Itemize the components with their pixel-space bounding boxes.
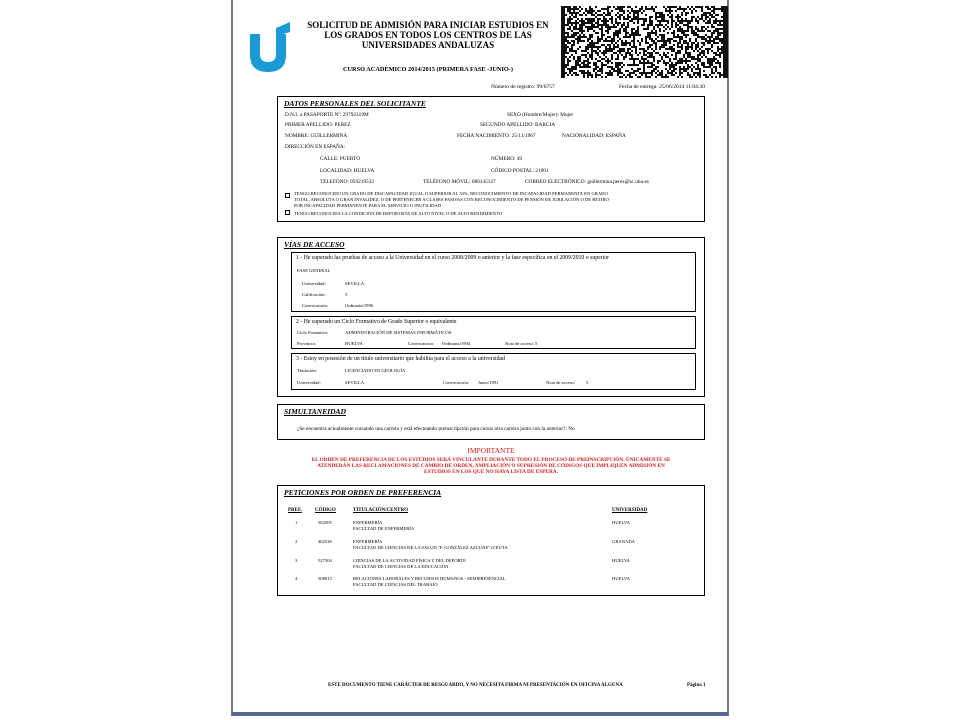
v1-univ-value: SEVILLA [345,281,365,286]
answer-value: No [568,426,575,432]
deportista-label: TENGO RECONOCIDA LA CONDICIÓN DE DEPORTISTA DE ALTO NIVEL O DE ALTO RENDIMIENTO [294,211,503,216]
pref-cell: 1 [295,520,298,525]
apellido2-field: SEGUNDO APELLIDO: BARCIA [480,122,556,128]
v1-conv-value: Ordinaria/1996 [345,303,374,308]
v2-ciclo-label: Ciclo Formativo: [297,330,329,335]
codigo-cell: 527504 [318,558,332,563]
dni-field: D.N.I. o PASAPORTE Nº: 29792319M [285,112,369,118]
section-title: VÍAS DE ACCESO [284,240,345,249]
section-title: PETICIONES POR ORDEN DE PREFERENCIA [284,488,442,497]
v2-conv-value: Ordinaria/1994 [442,341,471,346]
page-number: Página 1 [687,683,706,688]
v3-univ-value: SEVILLA [345,380,365,385]
discapacidad-line3: POR INCAPACIDAD PERMANENTE PARA EL SERVICIO O INUTILIDAD [294,203,442,208]
v3-tit-label: Titulación: [297,368,317,373]
via-2-heading: 2 - He superado un Ciclo Formativo de Grado Superior o equivalente [296,319,457,325]
registro-number: Número de registro: 99/6757 [491,84,555,90]
calle-field: CALLE: PUERTO [320,156,361,162]
fase-general-label: FASE GENERAL [297,268,331,273]
col-pref-header: PREF. [288,508,302,513]
discapacidad-line2: TOTAL, ABSOLUTA O GRAN INVALIDEZ, O DE PERTENECER A CLASES PASIVAS CON RECONOCIMIENTO DE PENSIÓN DE JUBILACIÓN O DE RETIRO [294,197,609,202]
v2-ciclo-value: ADMINISTRACIÓN DE SISTEMAS INFORMÁTICOS [345,330,452,335]
v3-conv-value: Junio/1991 [478,380,499,385]
university-logo-icon [246,22,296,72]
v2-prov-label: Provincia: [297,341,316,346]
titulacion-cell: RELACIONES LABORALES Y RECURSOS HUMANOS - SEMIPRESENCIAL [353,576,506,581]
section-title: DATOS PERSONALES DEL SOLICITANTE [284,99,426,108]
v2-nota-label: Nota de acceso: [505,341,535,346]
important-line3: ESTUDIOS EN LOS QUE NO HAYA LISTA DE ESPERA. [424,469,558,475]
universidad-cell: GRANADA [612,539,635,544]
v2-conv-label: Convocatoria: [408,341,435,346]
footer-text: ESTE DOCUMENTO TIENE CARÁCTER DE RESGUARDO, Y NO NECESITA FIRMA NI PRESENTACIÓN EN OFICINA ALGUNA [328,683,623,688]
v3-tit-value: LICENCIADO EN GEOLOGÍA [345,368,406,373]
v1-calif-label: Calificación: [302,292,326,297]
fecha-nacimiento-field: FECHA NACIMIENTO: 25/11/1967 [457,133,536,139]
simultaneidad-question [297,426,575,432]
section-title: SIMULTANEIDAD [284,407,346,416]
v3-univ-label: Universidad: [297,380,321,385]
universidad-cell: HUELVA [612,558,630,563]
codigo-cell: 502505 [318,520,332,525]
correo-field: CORREO ELECTRÓNICO: guillermina.perez@sc.uhu.es [525,179,649,185]
movil-field: TELÉFONO MÓVIL: 680145127 [423,179,496,185]
v2-prov-value: HUELVA [345,341,363,346]
question-text: ¿Se encuentra actualmente cursando una carrera y está efectuando preinscripción para cursar otra carrera junto con la anterior?: [297,426,567,432]
via-3-heading: 3 - Estoy en posesión de un título universitario que habilita para el acceso a la universidad [296,356,505,362]
simultaneidad-section [277,404,705,440]
v2-nota-value: 5 [535,341,538,346]
col-codigo-header: CÓDIGO [315,508,336,513]
important-line1: EL ORDEN DE PREFERENCIA DE LOS ESTUDIOS SERÁ VINCULANTE DURANTE TODO EL PROCESO DE PREINSCRIPCIÓN. ÚNICAMENTE SE [311,457,671,463]
titulacion-cell: ENFERMERÍA [353,520,383,525]
barcode-image [561,6,728,78]
codigo-cell: 402526 [318,539,332,544]
localidad-field: LOCALIDAD: HUELVA [320,168,375,174]
numero-field: NÚMERO: 49 [491,156,523,162]
delivery-date: Fecha de entrega: 25/06/2014 11:04:30 [619,84,705,90]
course-label: CURSO ACADÉMICO 2014/2015 (PRIMERA FASE -JUNIO-) [342,66,514,73]
v3-nota-value: 5 [586,380,589,385]
codigo-cell: 508015 [318,576,332,581]
centro-cell: FACULTAD DE CIENCIAS DE LA SALUD "F. GONZÁLEZ AZCUNE" (CEUTA [353,545,508,550]
universidad-cell: HUELVA [612,520,630,525]
codigo-postal-field: CÓDIGO POSTAL: 21001 [491,168,549,174]
col-universidad-header: UNIVERSIDAD [612,508,648,513]
sexo-field: SEXO (Hombre/Mujer): Mujer [507,112,574,118]
apellido1-field: PRIMER APELLIDO: PEREZ [285,122,351,128]
pref-cell: 4 [295,576,298,581]
centro-cell: FACULTAD DE ENFERMERÍA [353,526,415,531]
direccion-label: DIRECCIÓN EN ESPAÑA: [285,144,346,150]
important-line2: ATENDERÁN LAS RECLAMACIONES DE CAMBIO DE ORDEN, AMPLIACIÓN O SUPRESIÓN DE CÓDIGOS QUE IMPLIQUEN ADMISIÓN EN [317,463,665,469]
v3-conv-label: Convocatoria: [443,380,470,385]
v1-conv-label: Convocatoria: [302,303,329,308]
pref-cell: 2 [295,539,298,544]
centro-cell: FACULTAD DE CIENCIAS DE LA EDUCACIÓN [353,564,449,569]
telefono-field: TELEFONO: 959219532 [320,179,374,185]
v1-calif-value: 5 [345,292,348,297]
universidad-cell: HUELVA [612,576,630,581]
discapacidad-checkbox[interactable] [285,193,290,198]
important-notice [277,446,705,475]
important-title: IMPORTANTE [467,446,515,455]
titulacion-cell: CIENCIAS DE LA ACTIVIDAD FÍSICA Y DEL DEPORTE [353,558,466,563]
titulacion-cell: ENFERMERÍA [353,539,383,544]
via-1-heading: 1 - He superado las pruebas de acceso a la Universidad en el curso 2008/2009 o anterior y la fase específica en el 2009/2010 o superior [296,255,610,261]
document-title: SOLICITUD DE ADMISIÓN PARA INICIAR ESTUDIOS EN LOS GRADOS EN TODOS LOS CENTROS DE LAS UNIVERSIDADES ANDALUZAS [307,20,549,50]
discapacidad-line1: TENGO RECONOCIDO UN GRADO DE DISCAPACIDAD IGUAL O SUPERIOR AL 33%, RECONOCIMIENTO DE INCAPACIDAD PERMANENTE EN GRADO [294,191,608,196]
v3-nota-label: Nota de acceso: [546,380,576,385]
nacionalidad-field: NACIONALIDAD: ESPAÑA [562,133,626,139]
col-titulacion-header: TITULACIÓN/CENTRO [353,508,409,513]
nombre-field: NOMBRE: GUILLERMINA [285,133,348,139]
centro-cell: FACULTAD DE CIENCIAS DEL TRABAJO [353,582,438,587]
v1-univ-label: Universidad: [302,281,326,286]
deportista-checkbox[interactable] [285,210,290,215]
pref-cell: 3 [295,558,298,563]
